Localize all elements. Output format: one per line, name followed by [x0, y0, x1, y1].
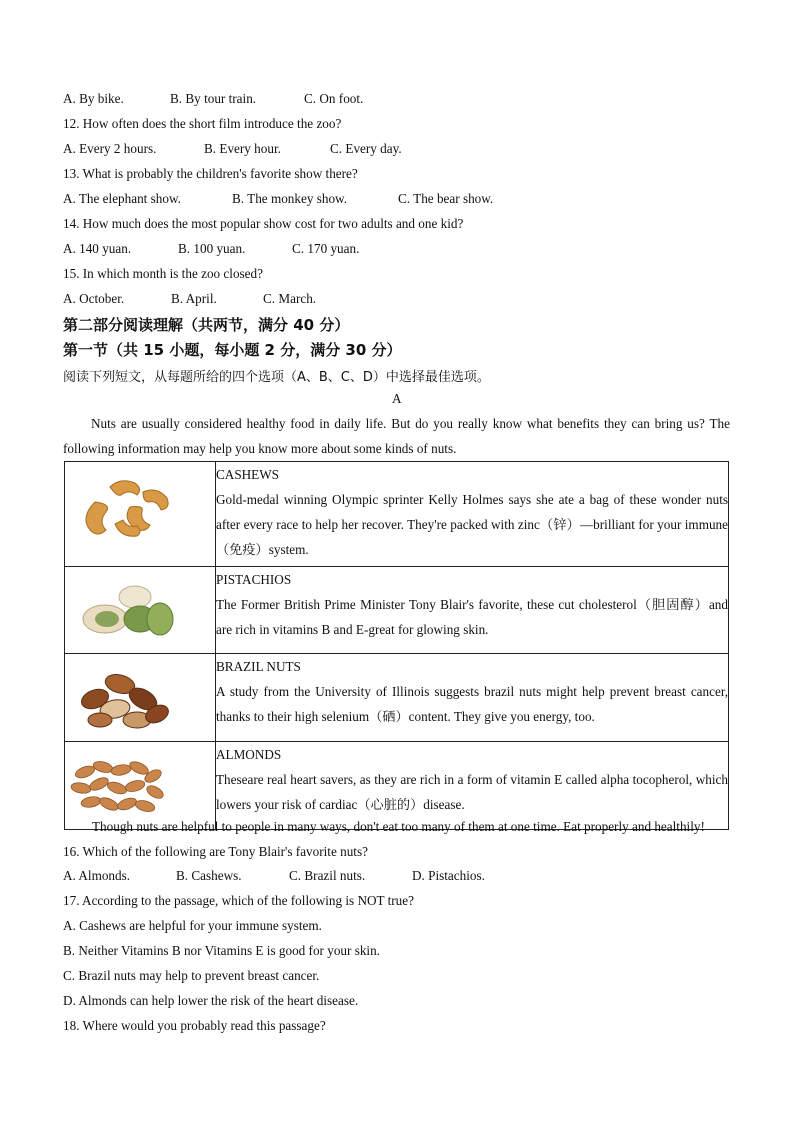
brazil-nuts-image	[65, 654, 215, 737]
q16-options	[63, 868, 485, 884]
q17-option-b: B. Neither Vitamins B nor Vitamins E is good for your skin.	[63, 943, 380, 958]
cashews-image	[65, 462, 215, 562]
option: C. Every day.	[330, 141, 402, 156]
option: C. March.	[263, 291, 317, 306]
nut-description: The Former British Prime Minister Tony Blair's favorite, these cut cholesterol（胆固醇）and are rich in vitamins B and E-great for glowing skin.	[216, 597, 728, 637]
table-row	[65, 462, 729, 567]
almonds-image-cell	[65, 742, 216, 830]
nut-description: A study from the University of Illinois suggests brazil nuts might help prevent breast cancer, thanks to their high selenium（硒）content. They give you energy, too.	[216, 684, 728, 724]
pistachios-text-cell	[216, 567, 729, 654]
cashews-text-cell	[216, 462, 729, 567]
cashews-image-cell	[65, 462, 216, 567]
question-13: 13. What is probably the children's favorite show there?	[63, 166, 358, 181]
q12-options	[63, 141, 402, 157]
option: A. 140 yuan.	[63, 241, 132, 256]
nut-name: PISTACHIOS	[216, 572, 292, 587]
option: C. Brazil nuts.	[289, 868, 366, 883]
nut-name: BRAZIL NUTS	[216, 659, 301, 674]
closing-paragraph: Though nuts are helpful to people in many ways, don't eat too many of them at one time. Eat properly and healthily!	[92, 819, 705, 834]
intro-paragraph: Nuts are usually considered healthy food in daily life. But do you really know what benefits they can bring us? The following information may help you know more about some kinds of nuts.	[63, 416, 730, 456]
section-heading-part2: 第二部分阅读理解（共两节，满分 40 分）	[63, 316, 350, 334]
question-18: 18. Where would you probably read this passage?	[63, 1018, 326, 1033]
question-14: 14. How much does the most popular show cost for two adults and one kid?	[63, 216, 464, 231]
option: B. April.	[171, 291, 217, 306]
brazil-nuts-text-cell	[216, 654, 729, 742]
question-16: 16. Which of the following are Tony Blair's favorite nuts?	[63, 844, 368, 859]
almonds-text-cell	[216, 742, 729, 830]
option: A. The elephant show.	[63, 191, 181, 206]
instruction: 阅读下列短文，从每题所给的四个选项（A、B、C、D）中选择最佳选项。	[63, 370, 490, 385]
option: C. The bear show.	[398, 191, 494, 206]
nuts-table	[64, 461, 729, 830]
option: C. On foot.	[304, 91, 364, 106]
nut-name: ALMONDS	[216, 747, 282, 762]
q13-options	[63, 191, 493, 207]
option: A. By bike.	[63, 91, 124, 106]
question-15: 15. In which month is the zoo closed?	[63, 266, 263, 281]
option: A. October.	[63, 291, 125, 306]
option: D. Pistachios.	[412, 868, 485, 883]
section-heading-1: 第一节（共 15 小题，每小题 2 分，满分 30 分）	[63, 341, 402, 359]
option: B. Cashews.	[176, 868, 242, 883]
q17-option-c: C. Brazil nuts may help to prevent breast cancer.	[63, 968, 320, 983]
q11-options	[63, 91, 363, 107]
option: C. 170 yuan.	[292, 241, 360, 256]
nut-name: CASHEWS	[216, 467, 280, 482]
nut-description: Gold-medal winning Olympic sprinter Kelly Holmes says she ate a bag of these wonder nuts after every race to help her recover. They're packed with zinc（锌）—brilliant for your immune（免疫）system.	[216, 492, 728, 557]
almonds-image	[65, 742, 215, 825]
option: A. Every 2 hours.	[63, 141, 157, 156]
question-17: 17. According to the passage, which of the following is NOT true?	[63, 893, 414, 908]
pistachios-image-cell	[65, 567, 216, 654]
table-row	[65, 742, 729, 830]
option: B. By tour train.	[170, 91, 257, 106]
q14-options	[63, 241, 359, 257]
q17-option-a: A. Cashews are helpful for your immune system.	[63, 918, 322, 933]
question-12: 12. How often does the short film introduce the zoo?	[63, 116, 342, 131]
nut-description: Theseare real heart savers, as they are rich in a form of vitamin E called alpha tocopherol, which lowers your risk of cardiac（心脏的）disease.	[216, 772, 728, 812]
passage-label: A	[392, 391, 402, 406]
option: A. Almonds.	[63, 868, 131, 883]
option: B. The monkey show.	[232, 191, 348, 206]
table-row	[65, 567, 729, 654]
table-row	[65, 654, 729, 742]
option: B. 100 yuan.	[178, 241, 246, 256]
q15-options	[63, 291, 316, 307]
brazil-nuts-image-cell	[65, 654, 216, 742]
option: B. Every hour.	[204, 141, 281, 156]
pistachios-image	[65, 567, 215, 649]
q17-option-d: D. Almonds can help lower the risk of the heart disease.	[63, 993, 359, 1008]
